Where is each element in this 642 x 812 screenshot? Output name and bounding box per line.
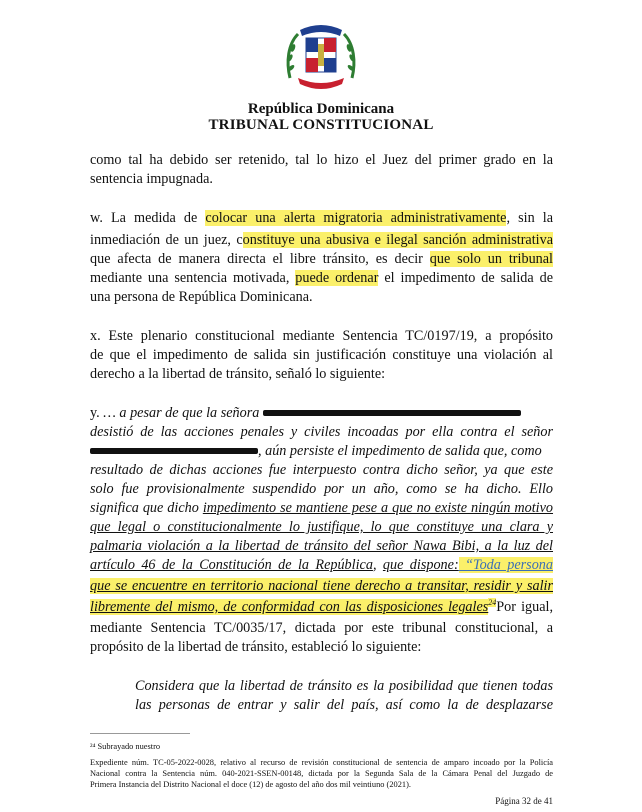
highlight: que solo un tribunal (429, 251, 553, 267)
paragraph-y-line: solo fue provisionalmente suspendido por un año, como se ha dicho. Ello (90, 481, 553, 497)
paragraph-y-line: que legal o constitucionalmente lo justifique, lo que constituye una clara y (90, 519, 553, 535)
footnote-ref: 24 (488, 598, 497, 608)
page-number: Página 32 de 41 (495, 796, 553, 806)
block-quote-line: Considera que la libertad de tránsito es la posibilidad que tienen todas (135, 678, 553, 694)
redaction-bar (263, 410, 521, 416)
paragraph-x-line: de que el impedimento de salida sin justificación constituye una violación al (90, 347, 553, 363)
paragraph-x-line: derecho a la libertad de tránsito, señaló lo siguiente: (90, 366, 386, 382)
case-file-line: Primera Instancia del Distrito Nacional el doce (12) de agosto del año dos mil veintiuno (2021). (90, 780, 411, 789)
paragraph-y-line: significa que dicho impedimento se mantiene pese a que no existe ningún motivo (90, 500, 554, 516)
paragraph-w-line: inmediación de un juez, constituye una abusiva e ilegal sanción administrativa (90, 232, 554, 248)
highlight: onstituye una abusiva e ilegal sanción administrativa (242, 232, 554, 248)
highlight: que se encuentre en territorio nacional tiene derecho a transitar, residir y salir (90, 578, 553, 594)
paragraph-y-line: libremente del mismo, de conformidad con las disposiciones legales$^{24}$Por igual, (90, 598, 554, 615)
paragraph-w-line: w. La medida de colocar una alerta migratoria administrativamente, sin la (90, 210, 553, 226)
paragraph-y-line: resultado de dichas acciones fue interpuesto contra dicho señor, ya que este (90, 462, 553, 478)
block-quote-line: las personas de entrar y salir del país, así como la de desplazarse (135, 697, 553, 713)
text-line: sentencia impugnada. (90, 171, 213, 187)
paragraph-x-line: x. Este plenario constitucional mediante Sentencia TC/0197/19, a propósito (90, 328, 553, 344)
highlight: puede ordenar (295, 270, 379, 286)
paragraph-w-line: mediante una sentencia motivada, puede ordenar el impedimento de salida de (90, 270, 554, 286)
paragraph-y-line: y. … a pesar de que la señora (90, 404, 553, 423)
case-file-line: Expediente núm. TC-05-2022-0028, relativo al recurso de revisión constitucional de sentencia de amparo incoado por la Policía (90, 758, 553, 767)
paragraph-y-line: artículo 46 de la Constitución de la República, que dispone: “Toda persona (90, 557, 553, 573)
highlight: libremente del mismo, de conformidad con las disposiciones legales (90, 599, 489, 615)
paragraph-y-line: propósito de la libertad de tránsito, estableció lo siguiente: (90, 639, 422, 655)
highlight: colocar una alerta migratoria administrativamente (205, 210, 507, 226)
paragraph-y-line: desistió de las acciones penales y civiles incoadas por ella contra el señor (90, 424, 553, 440)
paragraph-y-line: mediante Sentencia TC/0035/17, dictada por este tribunal constitucional, a (90, 620, 553, 636)
highlight: “Toda persona (458, 557, 553, 573)
case-file-line: Nacional contra la Sentencia núm. 040-2021-SSEN-00148, dictada por la Segunda Sala de la Cámara Penal del Juzgado de (90, 769, 553, 778)
header-country: República Dominicana (247, 101, 395, 117)
footnote-divider (90, 733, 190, 734)
paragraph-w-line: que afecta de manera directa el libre tránsito, es decir que solo un tribunal (90, 251, 553, 267)
paragraph-y-line (90, 577, 553, 596)
redaction-bar (90, 448, 258, 454)
header-court: TRIBUNAL CONSTITUCIONAL (208, 117, 434, 133)
paragraph-y-line: , aún persiste el impedimento de salida que, como (90, 442, 553, 461)
paragraph-w-line: una persona de República Dominicana. (90, 289, 313, 305)
coat-of-arms-seal-icon (284, 16, 358, 98)
footnote-24: ²⁴ Subrayado nuestro (90, 742, 161, 751)
text-line: como tal ha debido ser retenido, tal lo hizo el Juez del primer grado en la (90, 152, 553, 168)
paragraph-y-line: palmaria violación a la libertad de tránsito del señor Nawa Bibi, a la luz del (90, 538, 553, 554)
